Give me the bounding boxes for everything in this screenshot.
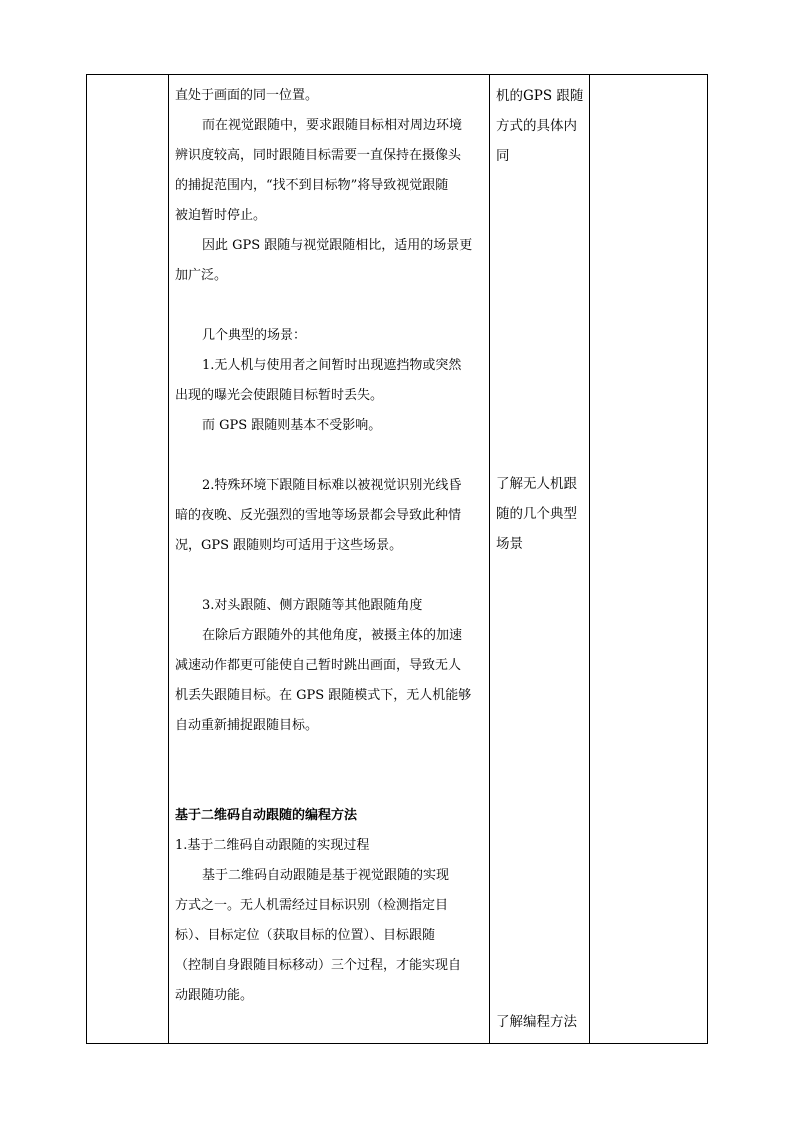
objective-line: 方式的具体内 bbox=[496, 118, 577, 134]
text-line: 辨识度较高，同时跟随目标需要一直保持在摄像头 bbox=[175, 148, 462, 163]
text-line: 出现的曝光会使跟随目标暂时丢失。 bbox=[175, 388, 384, 403]
text-line: 况，GPS 跟随则均可适用于这些场景。 bbox=[175, 538, 403, 553]
text-line: 1.基于二维码自动跟随的实现过程 bbox=[175, 838, 370, 853]
spacer bbox=[496, 559, 585, 1007]
section-heading: 基于二维码自动跟随的编程方法 bbox=[175, 808, 358, 823]
text-line: 3.对头跟随、侧方跟随等其他跟随角度 bbox=[202, 598, 423, 613]
text-line: 标）、目标定位（获取目标的位置）、目标跟随 bbox=[175, 928, 436, 943]
objective-line: 随的几个典型 bbox=[496, 506, 577, 522]
text-line: 1.无人机与使用者之间暂时出现遮挡物或突然 bbox=[202, 358, 462, 373]
text-line: 被迫暂时停止。 bbox=[175, 208, 267, 223]
text-line: 几个典型的场景： bbox=[202, 328, 307, 343]
text-line: 2.特殊环境下跟随目标难以被视觉识别光线昏 bbox=[202, 478, 462, 493]
text-line: 因此 GPS 跟随与视觉跟随相比，适用的场景更 bbox=[202, 238, 473, 253]
objective-line: 了解编程方法 bbox=[496, 1014, 577, 1030]
objective-line: 场景 bbox=[496, 536, 523, 552]
text-line: 而在视觉跟随中，要求跟随目标相对周边环境 bbox=[202, 118, 463, 133]
text-line: 的捕捉范围内，“找不到目标物”将导致视觉跟随 bbox=[175, 178, 449, 193]
text-line: 自动重新捕捉跟随目标。 bbox=[175, 718, 319, 733]
text-line: 在除后方跟随外的其他角度，被摄主体的加速 bbox=[202, 628, 463, 643]
spacer bbox=[496, 171, 585, 469]
blank-line bbox=[175, 741, 483, 801]
text-line: 加广泛。 bbox=[175, 268, 228, 283]
text-line: 减速动作都更可能使自己暂时跳出画面，导致无人 bbox=[175, 658, 462, 673]
objective-line: 同 bbox=[496, 148, 510, 164]
text-line: 方式之一。无人机需经过目标识别（检测指定目 bbox=[175, 898, 449, 913]
text-line: （控制自身跟随目标移动）三个过程，才能实现自 bbox=[175, 958, 462, 973]
blank-line bbox=[175, 291, 483, 321]
text-line: 直处于画面的同一位置。 bbox=[175, 88, 319, 103]
text-line: 基于二维码自动跟随是基于视觉跟随的实现 bbox=[202, 868, 450, 883]
column-divider-3 bbox=[589, 75, 590, 1043]
content-table bbox=[86, 74, 708, 1044]
blank-line bbox=[175, 441, 483, 471]
main-content-cell bbox=[169, 75, 489, 1043]
text-line: 动跟随功能。 bbox=[175, 988, 254, 1003]
text-line: 而 GPS 跟随则基本不受影响。 bbox=[202, 418, 382, 433]
objectives-cell bbox=[490, 75, 589, 1043]
objective-line: 机的GPS 跟随 bbox=[496, 88, 584, 104]
objective-line: 了解无人机跟 bbox=[496, 476, 577, 492]
text-line: 暗的夜晚、反光强烈的雪地等场景都会导致此种情 bbox=[175, 508, 462, 523]
blank-line bbox=[175, 561, 483, 591]
text-line: 机丢失跟随目标。在 GPS 跟随模式下，无人机能够 bbox=[175, 688, 472, 703]
